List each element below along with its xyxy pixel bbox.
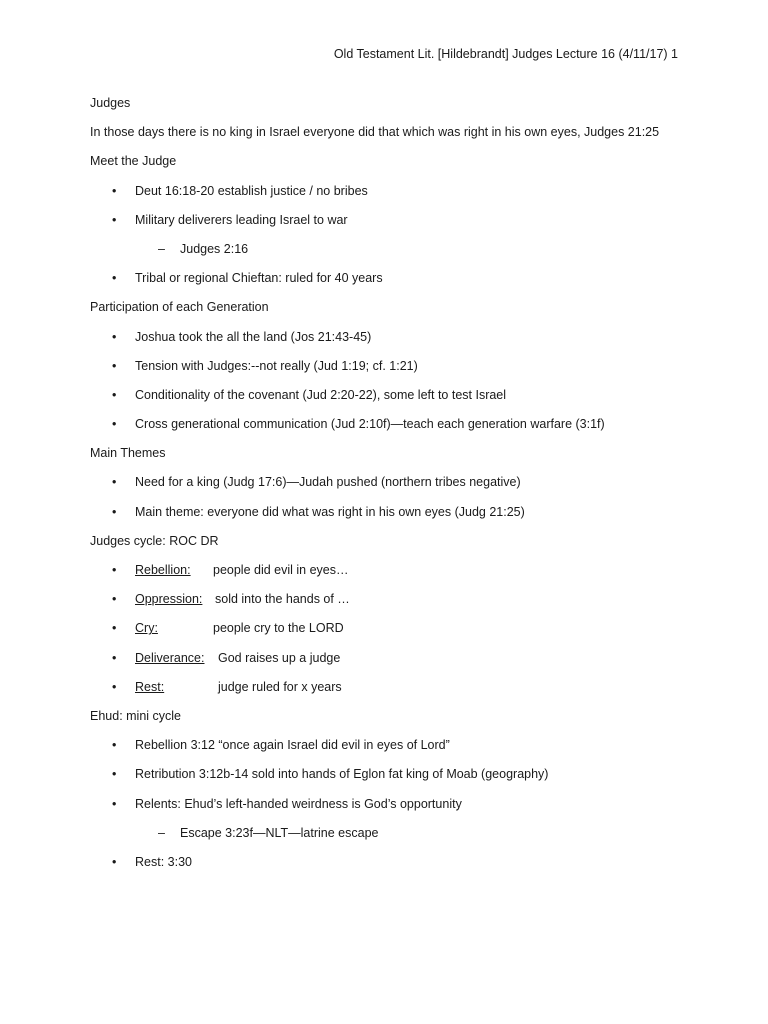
cycle-desc: people did evil in eyes… <box>213 563 349 577</box>
bullet-icon: • <box>112 212 117 227</box>
dash-icon: – <box>158 241 165 256</box>
document-body <box>90 94 730 882</box>
bullet-icon: • <box>112 417 117 432</box>
section-heading-judges-cycle: Judges cycle: ROC DR <box>90 533 219 548</box>
dash-icon: – <box>158 825 165 840</box>
bullet-icon: • <box>112 650 117 665</box>
bullet-icon: • <box>112 796 117 811</box>
sub-list-item: – Judges 2:16 <box>158 241 249 256</box>
cycle-desc: judge ruled for x years <box>218 679 342 694</box>
section-heading-main-themes: Main Themes <box>90 446 166 461</box>
list-item: • Retribution 3:12b-14 sold into hands of Eglon fat king of Moab (geography) <box>112 767 549 782</box>
list-item: • Relents: Ehud’s left-handed weirdness is God’s opportunity <box>112 796 462 811</box>
bullet-icon: • <box>112 387 117 402</box>
sub-list-item: – Escape 3:23f—NLT—latrine escape <box>158 825 379 840</box>
list-item: • Rest: 3:30 <box>112 854 192 869</box>
list-item: • Cross generational communication (Jud 2:10f)—teach each generation warfare (3:1f) <box>112 417 605 432</box>
list-item: • Conditionality of the covenant (Jud 2:20-22), some left to test Israel <box>112 387 507 402</box>
list-item: • Deut 16:18-20 establish justice / no bribes <box>112 183 368 198</box>
section-heading-judges: Judges <box>90 96 131 110</box>
cycle-item <box>90 590 730 619</box>
section-heading-ehud: Ehud: mini cycle <box>90 708 182 723</box>
cycle-item <box>90 561 730 590</box>
bullet-icon: • <box>112 475 117 490</box>
cycle-item <box>90 649 730 678</box>
bullet-icon: • <box>112 329 117 344</box>
cycle-desc: people cry to the LORD <box>213 621 344 636</box>
cycle-item <box>90 678 730 707</box>
bullet-icon: • <box>112 271 117 286</box>
cycle-desc: sold into the hands of … <box>215 592 350 607</box>
bullet-icon: • <box>112 621 117 636</box>
list-item: • Main theme: everyone did what was right in his own eyes (Judg 21:25) <box>112 504 525 519</box>
cycle-term: Deliverance: <box>135 650 205 665</box>
opening-quote: In those days there is no king in Israel everyone did that which was right in his own eyes, Judges 21:25 <box>90 125 660 140</box>
section-heading-meet-the-judge: Meet the Judge <box>90 154 177 169</box>
list-item: • Need for a king (Judg 17:6)—Judah pushed (northern tribes negative) <box>112 475 521 490</box>
bullet-icon: • <box>112 854 117 869</box>
cycle-desc: God raises up a judge <box>218 650 341 665</box>
section-heading-participation: Participation of each Generation <box>90 300 269 315</box>
bullet-icon: • <box>112 592 117 607</box>
cycle-term: Oppression: <box>135 592 203 607</box>
cycle-item <box>90 619 730 648</box>
cycle-term: Cry: <box>135 621 158 636</box>
cycle-term: Rest: <box>135 679 165 694</box>
bullet-icon: • <box>112 563 117 577</box>
cycle-term: Rebellion: <box>135 563 191 577</box>
bullet-icon: • <box>112 183 117 198</box>
bullet-icon: • <box>112 738 117 753</box>
list-item: • Military deliverers leading Israel to war <box>112 212 348 227</box>
bullet-icon: • <box>112 358 117 373</box>
page-header: Old Testament Lit. [Hildebrandt] Judges Lecture 16 (4/11/17) 1 <box>333 47 678 61</box>
list-item: • Tribal or regional Chieftan: ruled for 40 years <box>112 271 383 286</box>
bullet-icon: • <box>112 504 117 519</box>
bullet-icon: • <box>112 767 117 782</box>
list-item: • Tension with Judges:--not really (Jud 1:19; cf. 1:21) <box>112 358 418 373</box>
list-item: • Joshua took the all the land (Jos 21:43-45) <box>112 329 372 344</box>
bullet-icon: • <box>112 679 117 694</box>
list-item: • Rebellion 3:12 “once again Israel did evil in eyes of Lord” <box>112 738 450 753</box>
